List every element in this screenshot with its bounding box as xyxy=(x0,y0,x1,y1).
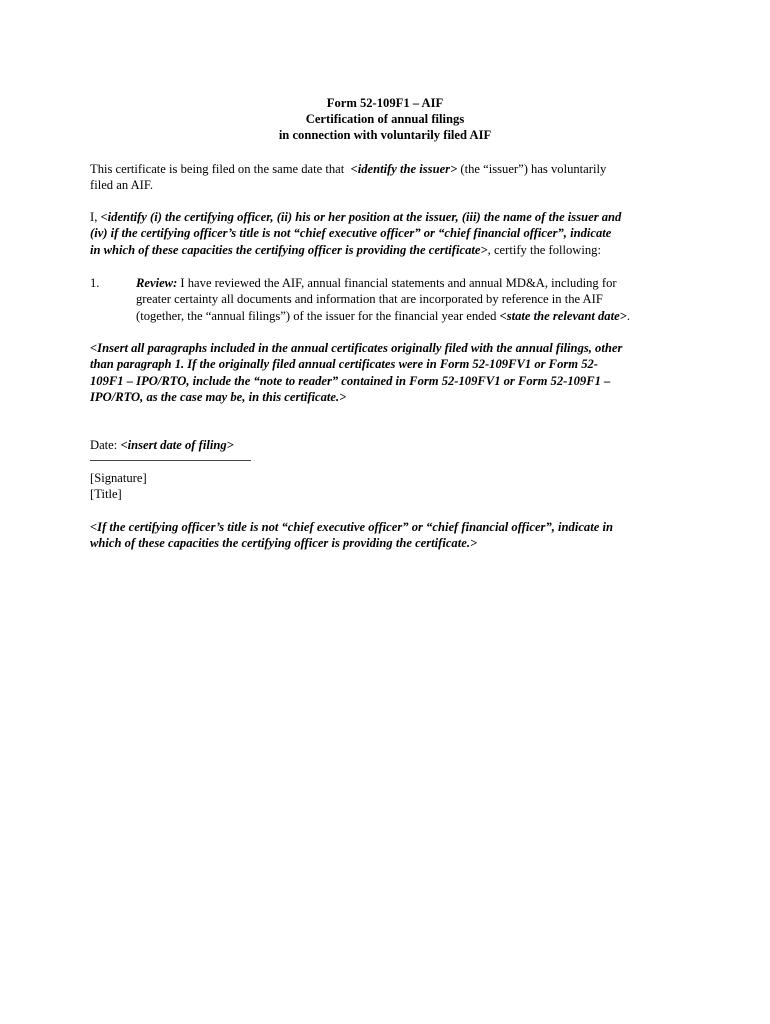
insert-line-4: IPO/RTO, as the case may be, in this certificate.> xyxy=(90,390,347,405)
signature-line xyxy=(90,460,251,461)
certifier-prefix: I, xyxy=(90,210,101,224)
item-line-2: greater certainty all documents and information that are incorporated by reference in the AIF xyxy=(136,292,603,307)
form-title: Form 52-109F1 – AIF xyxy=(326,96,444,110)
intro-text-cont: (the “issuer”) has voluntarily xyxy=(460,162,607,176)
item-line-3: (together, the “annual filings”) of the issuer for the financial year ended xyxy=(136,308,497,323)
certifier-placeholder-3: in which of these capacities the certifying officer is providing the certificate> xyxy=(90,242,488,257)
closing-line-1: <If the certifying officer’s title is not “chief executive officer” or “chief financial officer”, indicate in xyxy=(90,520,613,534)
issuer-placeholder: <identify the issuer> xyxy=(350,162,458,176)
intro-text: This certificate is being filed on the same date that xyxy=(90,162,345,176)
signature-label: [Signature] xyxy=(90,471,147,485)
date-line xyxy=(90,437,685,453)
insert-line-1: <Insert all paragraphs included in the annual certificates originally filed with the annual filings, other xyxy=(90,341,623,355)
date-filing-placeholder: <insert date of filing> xyxy=(120,438,234,452)
closing-instruction xyxy=(90,519,685,552)
intro-text-end: filed an AIF. xyxy=(90,178,153,193)
certifier-placeholder-1: <identify (i) the certifying officer, (ii) his or her position at the issuer, (iii) the name of the issuer and xyxy=(100,210,622,224)
form-subtitle: Certification of annual filings xyxy=(305,112,465,127)
date-label: Date: xyxy=(90,438,118,452)
insert-instruction xyxy=(90,340,685,406)
signature-block xyxy=(90,470,685,503)
item-heading: Review: xyxy=(136,276,178,290)
item-review xyxy=(136,275,684,324)
certifier-suffix: , certify the following: xyxy=(487,242,601,257)
intro-paragraph xyxy=(90,161,685,194)
insert-line-2: than paragraph 1. If the originally filed annual certificates were in Form 52-109FV1 or Form 52- xyxy=(90,357,598,372)
form-title-block xyxy=(0,95,770,144)
closing-line-2: which of these capacities the certifying officer is providing the certificate.> xyxy=(90,536,478,551)
item-line-end: . xyxy=(626,308,631,323)
insert-line-3: 109F1 – IPO/RTO, include the “note to reader” contained in Form 52-109FV1 or Form 52-109F1 – xyxy=(90,373,611,388)
item-number: 1. xyxy=(90,276,100,290)
title-label: [Title] xyxy=(90,487,122,502)
date-placeholder: <state the relevant date> xyxy=(499,308,627,323)
form-subtitle-2: in connection with voluntarily filed AIF xyxy=(278,128,492,143)
certifier-paragraph xyxy=(90,209,685,258)
certifier-placeholder-2: (iv) if the certifying officer’s title is not “chief executive officer” or “chief financial officer”, indicate xyxy=(90,226,612,241)
item-line-1: I have reviewed the AIF, annual financial statements and annual MD&A, including for xyxy=(180,276,617,290)
